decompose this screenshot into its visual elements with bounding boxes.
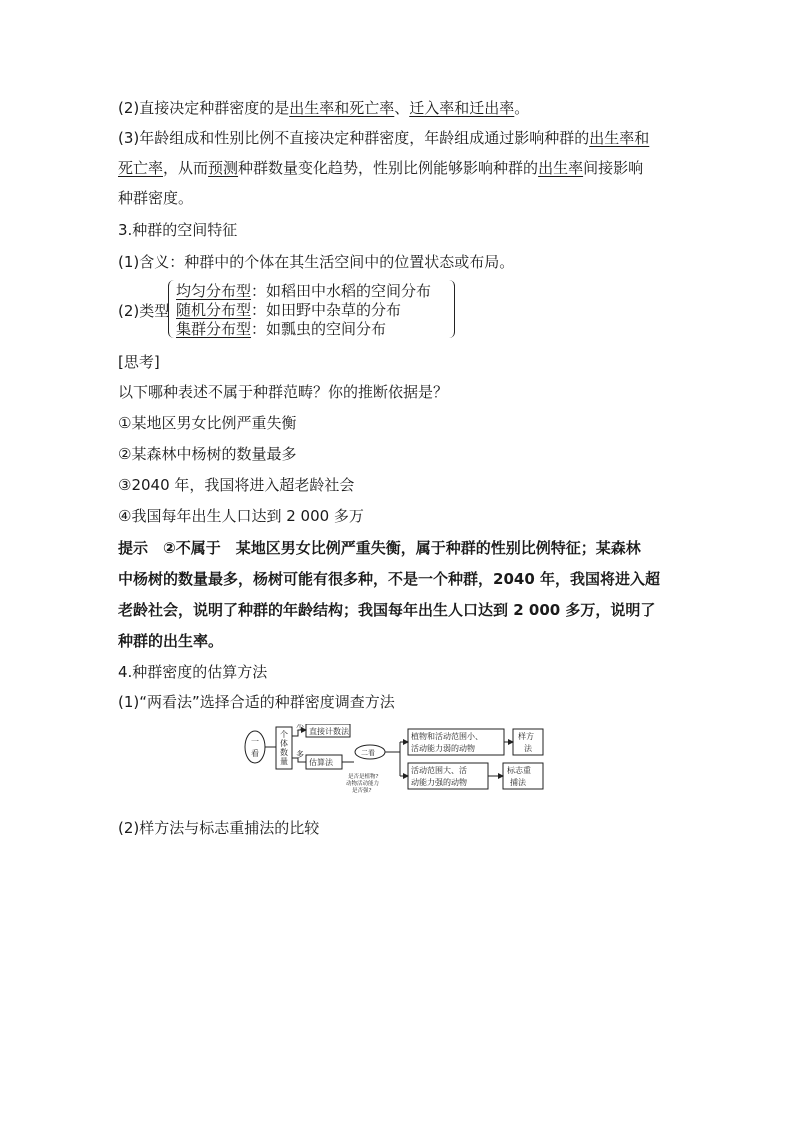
question-text-2: 动物活动能力 bbox=[346, 781, 380, 787]
plant-small-text-2: 活动能力弱的动物 bbox=[411, 744, 475, 753]
first-look-text-2: 看 bbox=[251, 749, 259, 758]
paragraph-two-look: (1)“两看法”选择合适的种群密度调查方法 bbox=[118, 693, 395, 711]
text: ：如瓢虫的空间分布 bbox=[251, 320, 387, 338]
count-char: 体 bbox=[280, 739, 288, 748]
text: ：如田野中杂草的分布 bbox=[251, 301, 402, 319]
option-1: ①某地区男女比例严重失衡 bbox=[118, 414, 297, 432]
many-label: 多 bbox=[296, 750, 304, 759]
first-look-oval bbox=[245, 731, 265, 763]
paragraph-age-sex-3: 种群密度。 bbox=[118, 189, 194, 207]
types-label: (2)类型 bbox=[118, 302, 170, 320]
count-char: 个 bbox=[280, 730, 288, 739]
second-look-text: 二看 bbox=[361, 749, 375, 757]
hint-line-2: 中杨树的数量最多，杨树可能有很多种，不是一个种群，2040 年，我国将进入超 bbox=[118, 570, 660, 588]
text: ：如稻田中水稻的空间分布 bbox=[251, 282, 432, 300]
type-clumped bbox=[176, 318, 386, 339]
direct-count-text: 直接计数法 bbox=[309, 727, 349, 736]
estimate-text: 估算法 bbox=[309, 758, 333, 767]
count-char: 数 bbox=[280, 748, 288, 757]
paragraph-age-sex-2 bbox=[118, 158, 643, 178]
flow-diagram bbox=[242, 724, 572, 806]
hint-line-1: 提示 ②不属于 某地区男女比例严重失衡，属于种群的性别比例特征；某森林 bbox=[118, 539, 641, 557]
underlined-text: 迁入率和迁出率 bbox=[409, 99, 515, 117]
hint-line-4: 种群的出生率。 bbox=[118, 632, 224, 650]
underlined-text: 随机分布型 bbox=[176, 301, 252, 319]
count-char: 量 bbox=[280, 757, 288, 766]
plant-small-text-1: 植物和活动范围小、 bbox=[411, 732, 483, 741]
section-heading-spatial: 3.种群的空间特征 bbox=[118, 221, 238, 239]
section-heading-estimation: 4.种群密度的估算方法 bbox=[118, 663, 268, 681]
underlined-text: 均匀分布型 bbox=[176, 282, 252, 300]
quadrat-text-1: 样方 bbox=[518, 732, 534, 741]
two-look-method-diagram bbox=[242, 724, 572, 806]
option-2: ②某森林中杨树的数量最多 bbox=[118, 445, 297, 463]
text: 、 bbox=[394, 99, 410, 117]
paragraph-age-sex-1 bbox=[118, 128, 649, 148]
question-text-3: 是否强? bbox=[352, 788, 372, 794]
first-look-text-1: 一 bbox=[251, 737, 259, 746]
question-text-1: 是否是植物? bbox=[348, 774, 379, 780]
underlined-text: 死亡率 bbox=[118, 159, 164, 177]
text: ，从而 bbox=[163, 159, 209, 177]
text: (2)直接决定种群密度的是 bbox=[118, 99, 290, 117]
type-uniform bbox=[176, 280, 431, 301]
hint-line-3: 老龄社会，说明了种群的年龄结构；我国每年出生人口达到 2 000 多万，说明了 bbox=[118, 601, 656, 619]
underlined-text: 出生率 bbox=[538, 159, 584, 177]
type-random bbox=[176, 299, 401, 320]
text: 。 bbox=[514, 99, 530, 117]
underlined-text: 出生率和 bbox=[589, 129, 650, 147]
paragraph-meaning: (1)含义：种群中的个体在其生活空间中的位置状态或布局。 bbox=[118, 253, 515, 271]
few-label: 少 bbox=[296, 724, 304, 732]
think-heading: [思考] bbox=[118, 353, 160, 371]
text: (3)年龄组成和性别比例不直接决定种群密度，年龄组成通过影响种群的 bbox=[118, 129, 590, 147]
underlined-text: 预测 bbox=[208, 159, 239, 177]
mark-recapture-text-1: 标志重 bbox=[507, 766, 531, 775]
mark-recapture-text-2: 捕法 bbox=[510, 778, 526, 787]
question: 以下哪种表述不属于种群范畴？你的推断依据是？ bbox=[118, 383, 449, 401]
underlined-text: 集群分布型 bbox=[176, 320, 252, 338]
paragraph-comparison: (2)样方法与标志重捕法的比较 bbox=[118, 819, 320, 837]
text: 间接影响 bbox=[583, 159, 644, 177]
right-brace bbox=[446, 280, 455, 338]
animal-large-text-1: 活动范围大、活 bbox=[411, 766, 467, 775]
distribution-types bbox=[118, 280, 538, 340]
paragraph-density-direct bbox=[118, 98, 529, 118]
animal-large-text-2: 动能力强的动物 bbox=[411, 778, 467, 787]
text: 种群数量变化趋势，性别比例能够影响种群的 bbox=[238, 159, 539, 177]
option-4: ④我国每年出生人口达到 2 000 多万 bbox=[118, 507, 364, 525]
underlined-text: 出生率和死亡率 bbox=[289, 99, 395, 117]
quadrat-text-2: 法 bbox=[524, 744, 532, 753]
option-3: ③2040 年，我国将进入超老龄社会 bbox=[118, 476, 355, 494]
